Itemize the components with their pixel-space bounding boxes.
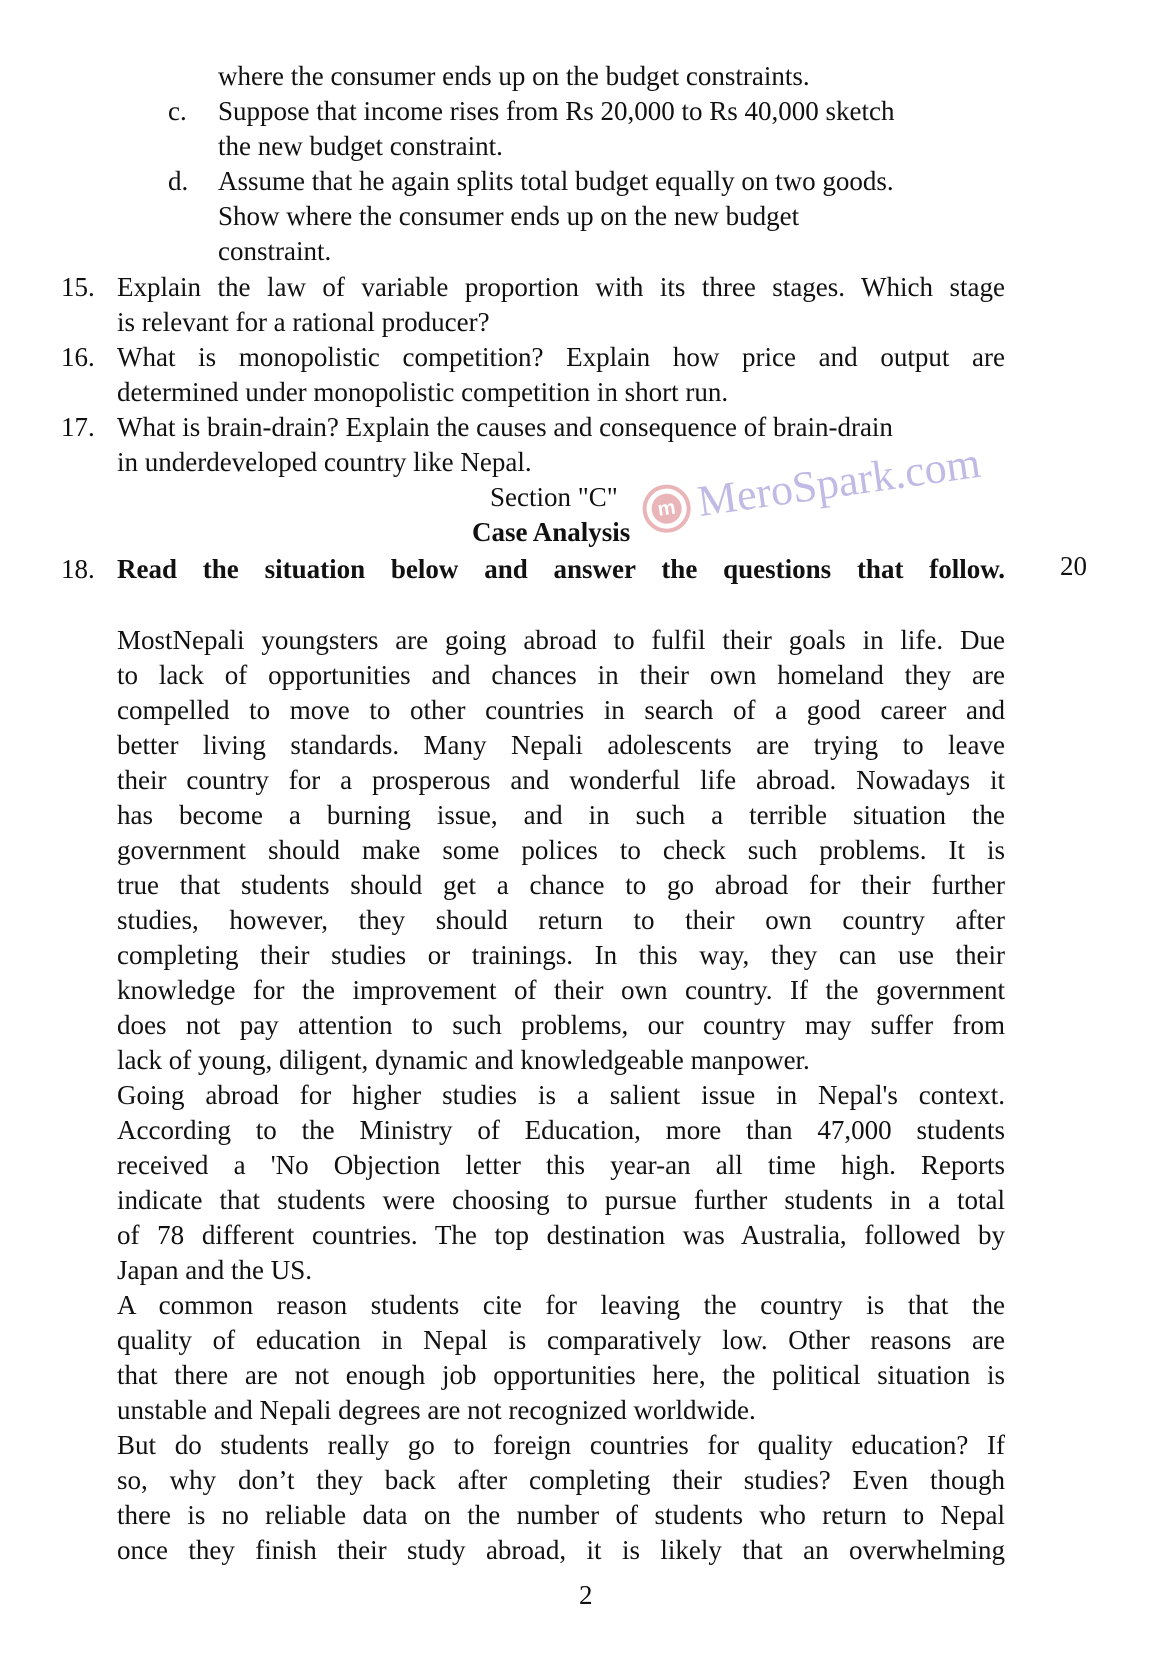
question-number: 17.: [61, 412, 95, 442]
sub-item-line: Assume that he again splits total budget equally on two goods.: [218, 166, 894, 196]
sub-item-line: Show where the consumer ends up on the new budget: [218, 201, 800, 231]
passage-line: better living standards. Many Nepali adolescents are trying to leave: [117, 730, 1005, 760]
question-text: Explain the law of variable proportion with its three stages. Which stage: [117, 272, 1005, 302]
passage-line: According to the Ministry of Education, more than 47,000 students: [117, 1115, 1005, 1145]
question-number: 16.: [61, 342, 95, 372]
passage-line: so, why don’t they back after completing their studies? Even though: [117, 1465, 1005, 1495]
passage-line: compelled to move to other countries in search of a good career and: [117, 695, 1005, 725]
passage-line: completing their studies or trainings. In this way, they can use their: [117, 940, 1005, 970]
page-number: 2: [579, 1580, 593, 1610]
passage-line: their country for a prosperous and wonderful life abroad. Nowadays it: [117, 765, 1005, 795]
sub-item-marker: c.: [168, 96, 187, 126]
watermark-text: MeroSpark.com: [694, 437, 984, 527]
question-text: What is brain-drain? Explain the causes and consequence of brain-drain: [117, 412, 893, 442]
passage-line: of 78 different countries. The top destination was Australia, followed by: [117, 1220, 1005, 1250]
passage-line: indicate that students were choosing to pursue further students in a total: [117, 1185, 1005, 1215]
passage-line: government should make some polices to check such problems. It is: [117, 835, 1005, 865]
question-number: 15.: [61, 272, 95, 302]
passage-line: has become a burning issue, and in such a terrible situation the: [117, 800, 1005, 830]
passage-line: does not pay attention to such problems, our country may suffer from: [117, 1010, 1005, 1040]
passage-line: quality of education in Nepal is comparatively low. Other reasons are: [117, 1325, 1005, 1355]
watermark-logo-letter: m: [650, 492, 684, 526]
passage-line: MostNepali youngsters are going abroad to fulfil their goals in life. Due: [117, 625, 1005, 655]
passage-line: true that students should get a chance to go abroad for their further: [117, 870, 1005, 900]
passage-line: that there are not enough job opportunities here, the political situation is: [117, 1360, 1005, 1390]
merospark-logo-icon: [640, 482, 694, 536]
passage-line: received a 'No Objection letter this year-an all time high. Reports: [117, 1150, 1005, 1180]
passage-line: A common reason students cite for leaving the country is that the: [117, 1290, 1005, 1320]
question-text: What is monopolistic competition? Explain how price and output are: [117, 342, 1005, 372]
passage-line: studies, however, they should return to their own country after: [117, 905, 1005, 935]
passage-line: unstable and Nepali degrees are not recognized worldwide.: [117, 1395, 756, 1425]
watermark: [638, 428, 1004, 547]
question-text: in underdeveloped country like Nepal.: [117, 447, 532, 477]
section-subtitle: Case Analysis: [472, 517, 631, 547]
question-text: is relevant for a rational producer?: [117, 307, 490, 337]
question-number: 18.: [61, 554, 95, 584]
sub-item-marker: d.: [168, 166, 189, 196]
sub-item-line: Suppose that income rises from Rs 20,000 to Rs 40,000 sketch: [218, 96, 895, 126]
passage-line: lack of young, diligent, dynamic and knowledgeable manpower.: [117, 1045, 810, 1075]
passage-line: once they finish their study abroad, it is likely that an overwhelming: [117, 1535, 1005, 1565]
sub-item-line: the new budget constraint.: [218, 131, 503, 161]
question-text: determined under monopolistic competition in short run.: [117, 377, 729, 407]
marks-value: 20: [1060, 551, 1087, 581]
section-title: Section "C": [490, 482, 618, 512]
question-18-text: Read the situation below and answer the questions that follow.: [117, 554, 1005, 584]
sub-item-line: where the consumer ends up on the budget constraints.: [218, 61, 810, 91]
passage-line: to lack of opportunities and chances in their own homeland they are: [117, 660, 1005, 690]
passage-line: Going abroad for higher studies is a salient issue in Nepal's context.: [117, 1080, 1005, 1110]
sub-item-line: constraint.: [218, 236, 332, 266]
passage-line: But do students really go to foreign countries for quality education? If: [117, 1430, 1005, 1460]
passage-line: knowledge for the improvement of their own country. If the government: [117, 975, 1005, 1005]
passage-line: Japan and the US.: [117, 1255, 312, 1285]
passage-line: there is no reliable data on the number of students who return to Nepal: [117, 1500, 1005, 1530]
